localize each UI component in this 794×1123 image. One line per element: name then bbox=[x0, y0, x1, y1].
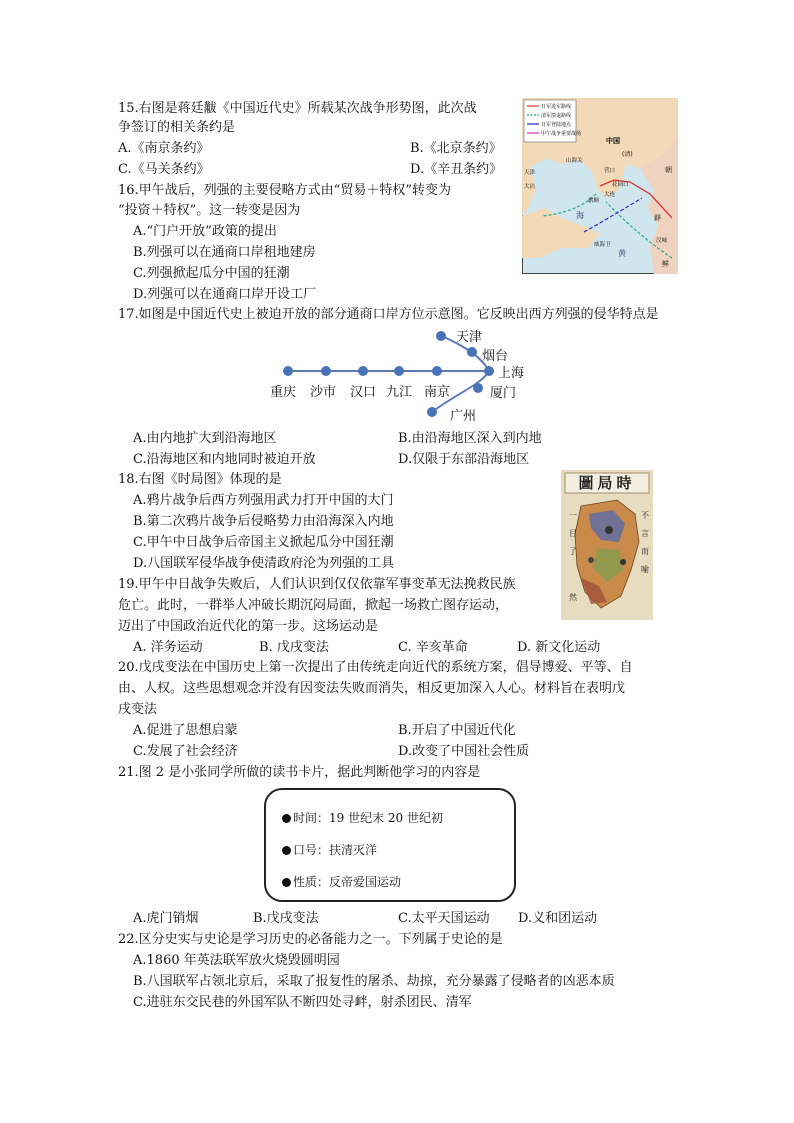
q15-map-label-yingkou: 营口 bbox=[604, 168, 616, 174]
q21-option-a: A.虎门销烟 bbox=[133, 911, 199, 926]
q21-card-row-nature bbox=[282, 874, 401, 890]
q16-stem-line1: 16.甲午战后，列强的主要侵略方式由“贸易＋特权”转变为 bbox=[118, 183, 451, 198]
q19-stem-line2: 危亡。此时，一群举人冲破长期沉闷局面，掀起一场救亡图存运动， bbox=[118, 598, 509, 613]
q15-map-legend-3: 日军登陆地点 bbox=[541, 122, 572, 128]
q17-port-hankou-dot bbox=[358, 366, 368, 376]
q19-option-c: C. 辛亥革命 bbox=[398, 640, 468, 655]
q17-port-xiamen-dot bbox=[473, 383, 483, 393]
q18-poster-left-4: 然 bbox=[569, 593, 577, 602]
q18-poster-right-3: 而 bbox=[641, 547, 649, 556]
q20-option-c: C.发展了社会经济 bbox=[133, 744, 238, 759]
bullet-icon bbox=[282, 846, 291, 855]
q18-option-a: A.鸦片战争后西方列强用武力打开中国的大门 bbox=[133, 493, 394, 508]
q20-option-b: B.开启了中国近代化 bbox=[398, 723, 516, 738]
q18-poster-right-4: 喻 bbox=[641, 565, 649, 574]
q19-stem-line1: 19.甲午中日战争失败后，人们认识到仅仅依靠军事变革无法挽救民族 bbox=[118, 577, 516, 592]
q21-card-row-time bbox=[282, 810, 443, 826]
q19-option-d: D. 新文化运动 bbox=[517, 640, 601, 655]
q15-map-label-huang: 黄 bbox=[618, 249, 626, 258]
q15-option-c: C.《马关条约》 bbox=[118, 162, 210, 177]
q20-option-a: A.促进了思想启蒙 bbox=[133, 723, 238, 738]
q15-map-label-dagu: 大沽 bbox=[524, 184, 536, 190]
bullet-icon bbox=[282, 814, 291, 823]
q17-port-chongqing-dot bbox=[283, 366, 293, 376]
q21-stem: 21.图 2 是小张同学所做的读书卡片，据此判断他学习的内容是 bbox=[118, 765, 481, 780]
q15-option-d: D.《辛丑条约》 bbox=[410, 162, 503, 177]
q18-poster-title: 圖局時 bbox=[578, 474, 636, 492]
q19-option-b: B. 戊戌变法 bbox=[259, 640, 329, 655]
q15-map-label-china: 中国 bbox=[606, 137, 620, 145]
q15-map-label-bi: 辟 bbox=[654, 214, 661, 222]
q17-port-shanghai: 上海 bbox=[498, 366, 525, 381]
q17-port-chongqing: 重庆 bbox=[270, 385, 297, 400]
q18-poster-left-2: 目 bbox=[569, 529, 577, 538]
q17-port-tianjin: 天津 bbox=[456, 330, 483, 345]
q21-card-slogan: 口号：扶清灭洋 bbox=[293, 843, 378, 857]
q17-option-c: C.沿海地区和内地同时被迫开放 bbox=[133, 452, 316, 467]
q18-poster-right-1: 不 bbox=[641, 511, 649, 520]
bullet-icon bbox=[282, 878, 291, 887]
q17-port-tianjin-dot bbox=[436, 331, 446, 341]
q21-option-d: D.义和团运动 bbox=[518, 911, 598, 926]
q21-card-row-slogan bbox=[282, 842, 377, 858]
q15-map-label-weihaiwei: 威海卫 bbox=[594, 242, 611, 248]
q16-stem-line2: “投资＋特权”。这一转变是因为 bbox=[118, 203, 301, 218]
q17-port-shashi-dot bbox=[321, 366, 331, 376]
q15-map-legend-2: 清军溃退路线 bbox=[541, 113, 572, 119]
q17-port-hankou: 汉口 bbox=[350, 385, 377, 400]
q17-port-nanjing-dot bbox=[432, 366, 442, 376]
q16-option-d: D.列强可以在通商口岸开设工厂 bbox=[133, 287, 317, 302]
q22-option-b: B.八国联军占领北京后，采取了报复性的屠杀、劫掠，充分暴露了侵略者的凶恶本质 bbox=[133, 974, 615, 989]
q17-port-jiujiang: 九江 bbox=[386, 385, 413, 400]
q16-option-c: C.列强掀起瓜分中国的狂潮 bbox=[133, 266, 290, 281]
q19-option-a: A. 洋务运动 bbox=[133, 640, 203, 655]
q22-option-c: C.进驻东交民巷的外国军队不断四处寻衅，射杀团民、清军 bbox=[133, 995, 472, 1010]
q15-map-label-lushun: 旅顺 bbox=[588, 198, 600, 204]
q17-option-a: A.由内地扩大到沿海地区 bbox=[133, 431, 277, 446]
q21-card-nature: 性质：反帝爱国运动 bbox=[293, 875, 402, 889]
q15-map-label-qing: (清) bbox=[622, 151, 633, 158]
q15-map-label-shanhaiguan: 山海关 bbox=[566, 158, 583, 164]
q17-port-shanghai-dot bbox=[484, 366, 494, 376]
q18-poster-left-1: 一 bbox=[569, 511, 577, 520]
q15-map-legend-1: 日军进军路线 bbox=[541, 104, 572, 110]
q15-map-label-hai: 海 bbox=[576, 211, 584, 220]
q16-option-a: A.“门户开放”政策的提出 bbox=[133, 224, 277, 239]
q17-port-guangzhou: 广州 bbox=[450, 409, 477, 424]
q21-option-c: C.太平天国运动 bbox=[398, 911, 490, 926]
q18-option-d: D.八国联军侵华战争使清政府沦为列强的工具 bbox=[133, 556, 395, 571]
q18-stem: 18.右图《时局图》体现的是 bbox=[118, 472, 282, 487]
q15-map-label-tianjin: 天津 bbox=[524, 170, 536, 176]
q17-port-jiujiang-dot bbox=[394, 366, 404, 376]
q17-stem: 17.如图是中国近代史上被迫开放的部分通商口岸方位示意图。它反映出西方列强的侵华特点是 bbox=[118, 307, 659, 322]
q18-option-c: C.甲午中日战争后帝国主义掀起瓜分中国狂潮 bbox=[133, 535, 394, 550]
q15-map-legend-4: 甲午战争重要战场 bbox=[541, 131, 582, 137]
q17-port-yantai-dot bbox=[467, 347, 477, 357]
q15-option-a: A.《南京条约》 bbox=[118, 141, 210, 156]
q22-option-a: A.1860 年英法联军放火烧毁圆明园 bbox=[133, 953, 340, 968]
q19-stem-line3: 迈出了中国政治近代化的第一步。这场运动是 bbox=[118, 619, 379, 634]
q20-stem-line3: 戌变法 bbox=[118, 702, 158, 717]
q18-poster-left-3: 了 bbox=[569, 547, 577, 556]
q17-option-b: B.由沿海地区深入到内地 bbox=[398, 431, 542, 446]
q17-port-shashi: 沙市 bbox=[310, 385, 337, 400]
q22-stem: 22.区分史实与史论是学习历史的必备能力之一。下列属于史论的是 bbox=[118, 932, 503, 947]
q15-map-label-xian: 鲜 bbox=[662, 260, 669, 268]
q21-reading-card bbox=[264, 788, 516, 902]
q20-stem-line1: 20.戊戌变法在中国历史上第一次提出了由传统走向近代的系统方案，倡导博爱、平等、自 bbox=[118, 660, 633, 675]
q15-map-label-huayuankou: 花园口 bbox=[612, 182, 629, 188]
q20-option-d: D.改变了中国社会性质 bbox=[398, 744, 530, 759]
q18-option-b: B.第二次鸦片战争后侵略势力由沿海深入内地 bbox=[133, 514, 394, 529]
q17-option-d: D.仅限于东部沿海地区 bbox=[398, 452, 530, 467]
q15-war-map bbox=[522, 98, 678, 274]
q15-map-label-chao: 朝 bbox=[665, 166, 672, 174]
q21-option-b: B.戊戌变法 bbox=[253, 911, 319, 926]
q17-port-xiamen: 厦门 bbox=[490, 386, 517, 401]
q15-option-b: B.《北京条约》 bbox=[410, 141, 502, 156]
q18-shiju-poster bbox=[561, 470, 653, 620]
q17-port-guangzhou-dot bbox=[427, 407, 437, 417]
q18-poster-right-2: 言 bbox=[641, 529, 649, 538]
q15-stem-line1: 15.右图是蒋廷黻《中国近代史》所载某次战争形势图，此次战 bbox=[118, 101, 477, 116]
q21-card-time: 时间：19 世纪末 20 世纪初 bbox=[293, 811, 443, 825]
q17-ports-diagram bbox=[260, 324, 540, 428]
q16-option-b: B.列强可以在通商口岸租地建房 bbox=[133, 245, 316, 260]
q17-port-yantai: 烟台 bbox=[482, 349, 509, 364]
q15-map-label-dalian: 大连 bbox=[604, 192, 616, 198]
q15-stem-line2: 争签订的相关条约是 bbox=[118, 120, 236, 135]
q20-stem-line2: 由、人权。这些思想观念并没有因变法失败而消失，相反更加深入人心。材料旨在表明戊 bbox=[118, 681, 626, 696]
q17-port-nanjing: 南京 bbox=[424, 385, 451, 400]
q15-map-label-hancheng: 汉城 bbox=[656, 238, 668, 244]
